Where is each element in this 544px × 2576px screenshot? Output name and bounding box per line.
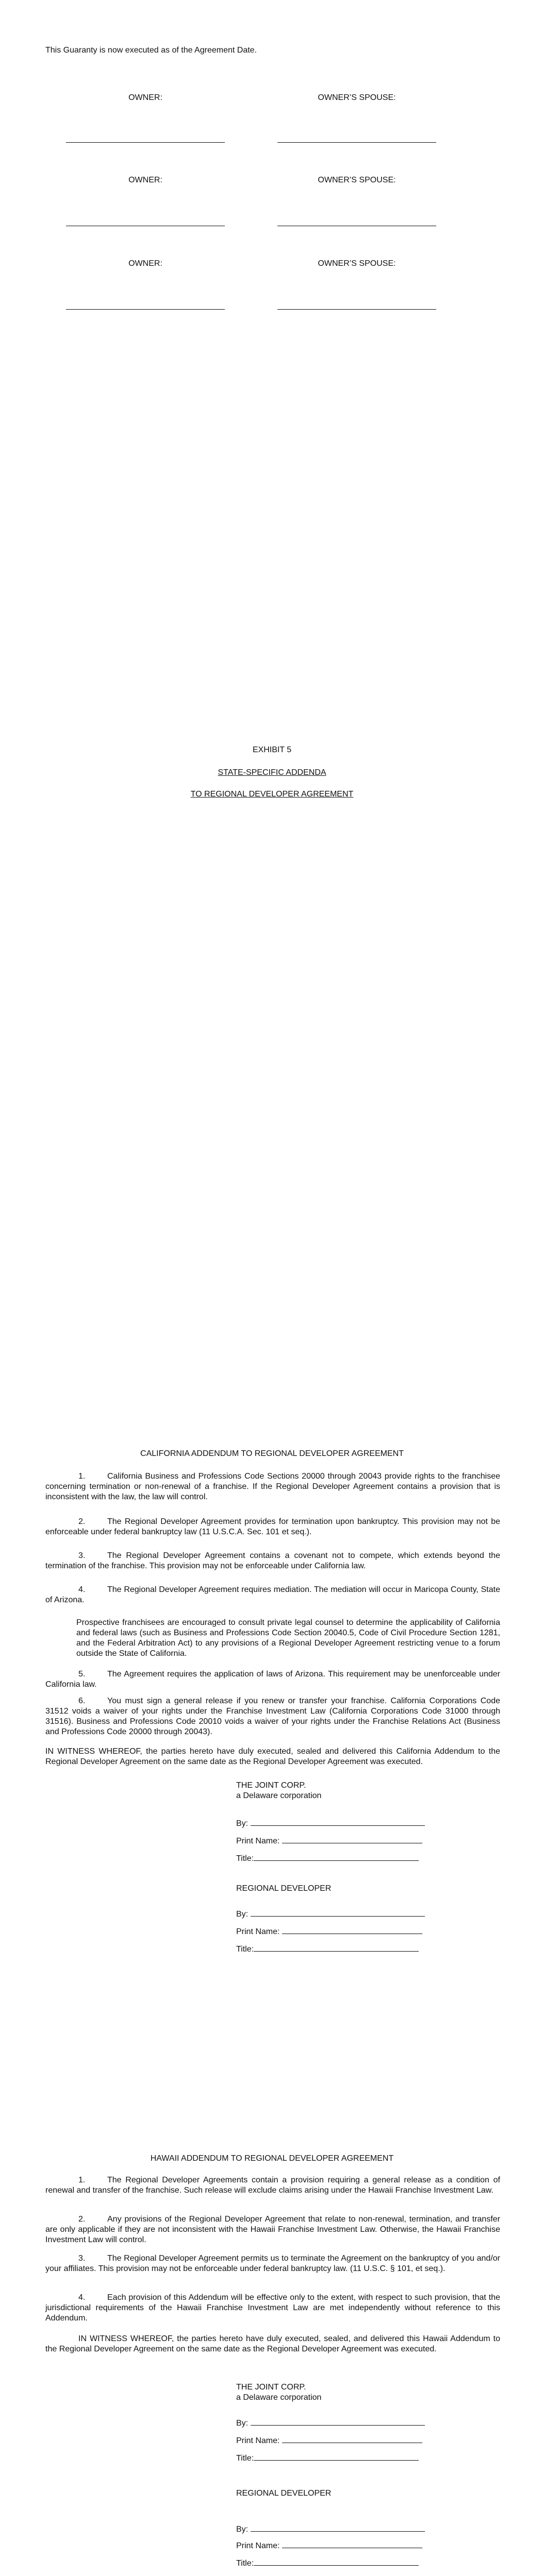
- hawaii-paragraph-3: 3. The Regional Developer Agreement permits us to terminate the Agreement on the bankruptcy of you and/or your affiliates. This provision may not be enforceable under federal bankruptcy law. (11 U.S.C. § 101, et seq.).: [45, 2254, 500, 2274]
- paragraph-number: 1.: [78, 2176, 86, 2184]
- owner-label: OWNER:: [128, 259, 162, 268]
- signature-line: [254, 2454, 419, 2461]
- paragraph-number: 2.: [78, 1517, 86, 1526]
- regional-developer-label: REGIONAL DEVELOPER: [236, 2489, 332, 2498]
- california-paragraph-2: 2. The Regional Developer Agreement provides for termination upon bankruptcy. This provision may not be enforceable under federal bankruptcy law (11 U.S.C.A. Sec. 101 et seq.).: [45, 1517, 500, 1537]
- guaranty-intro: This Guaranty is now executed as of the Agreement Date.: [45, 46, 257, 55]
- spouse-label: OWNER’S SPOUSE:: [318, 176, 396, 184]
- spouse-signature-line: [277, 142, 436, 143]
- signature-line: [254, 1945, 419, 1952]
- signature-line: [254, 1854, 419, 1861]
- signature-line: [251, 1910, 425, 1917]
- regional-developer-label: REGIONAL DEVELOPER: [236, 1884, 332, 1893]
- title-field: Title:: [236, 2453, 419, 2464]
- hawaii-witness: IN WITNESS WHEREOF, the parties hereto have duly executed, sealed, and delivered this Hawaii Addendum to the Regional Developer Agreement on the same date as the Regional Developer Agreement was executed.: [45, 2334, 500, 2354]
- by-field: By:: [236, 1819, 425, 1829]
- corp-type: a Delaware corporation: [236, 2393, 322, 2402]
- print-name-field: Print Name:: [236, 2541, 422, 2551]
- signature-line: [282, 2541, 422, 2548]
- paragraph-number: 6.: [78, 1697, 86, 1705]
- title-field: Title:: [236, 1944, 419, 1955]
- paragraph-number: 5.: [78, 1670, 86, 1679]
- signature-line: [282, 2436, 422, 2443]
- hawaii-heading: HAWAII ADDENDUM TO REGIONAL DEVELOPER AGREEMENT: [150, 2154, 394, 2163]
- signature-line: [251, 2419, 425, 2426]
- california-witness: IN WITNESS WHEREOF, the parties hereto have duly executed, sealed and delivered this California Addendum to the Regional Developer Agreement on the same date as the Regional Developer Agreement was executed.: [45, 1747, 500, 1767]
- california-heading: CALIFORNIA ADDENDUM TO REGIONAL DEVELOPER AGREEMENT: [140, 1449, 404, 1458]
- spouse-label: OWNER’S SPOUSE:: [318, 259, 396, 268]
- california-paragraph-4: 4. The Regional Developer Agreement requires mediation. The mediation will occur in Maricopa County, State of Arizona.: [45, 1585, 500, 1605]
- corp-name: THE JOINT CORP.: [236, 2383, 306, 2392]
- paragraph-number: 2.: [78, 2215, 86, 2224]
- print-name-field: Print Name:: [236, 2436, 422, 2446]
- exhibit-title: STATE-SPECIFIC ADDENDA: [218, 768, 326, 777]
- corp-name: THE JOINT CORP.: [236, 1781, 306, 1790]
- by-field: By:: [236, 2418, 425, 2429]
- paragraph-number: 1.: [78, 1472, 86, 1481]
- signature-line: [251, 1819, 425, 1826]
- corp-type: a Delaware corporation: [236, 1791, 322, 1800]
- title-field: Title:: [236, 1854, 419, 1864]
- owner-label: OWNER:: [128, 176, 162, 184]
- hawaii-paragraph-1: 1. The Regional Developer Agreements contain a provision requiring a general release as a condition of renewal and transfer of the franchise. Such release will exclude claims arising under the Hawaii Franchise Investment Law.: [45, 2176, 500, 2195]
- signature-line: [254, 2559, 419, 2566]
- california-paragraph-1: 1. California Business and Professions Code Sections 20000 through 20043 provide rights to the franchisee concerning termination or non-renewal of a franchise. If the Regional Developer Agreement contains a provision that is inconsistent with the law, the law will control.: [45, 1472, 500, 1502]
- signature-line: [251, 2525, 425, 2532]
- paragraph-number: 3.: [78, 2254, 86, 2263]
- print-name-field: Print Name:: [236, 1836, 422, 1846]
- california-paragraph-4b: Prospective franchisees are encouraged to consult private legal counsel to determine the applicability of California and federal laws (such as Business and Professions Code Section 20040.5, Code of Civil Procedure Section 1281, and the Federal Arbitration Act) to any provisions of a Regional Developer Agreement restricting venue to a forum outside the State of California.: [76, 1618, 500, 1658]
- exhibit-subtitle: TO REGIONAL DEVELOPER AGREEMENT: [190, 790, 354, 799]
- print-name-field: Print Name:: [236, 1927, 422, 1937]
- hawaii-paragraph-4: 4. Each provision of this Addendum will be effective only to the extent, with respect to such provision, that the jurisdictional requirements of the Hawaii Franchise Investment Law are met independently without reference to this Addendum.: [45, 2293, 500, 2323]
- by-field: By:: [236, 1909, 425, 1920]
- signature-line: [282, 1927, 422, 1934]
- by-field: By:: [236, 2524, 425, 2535]
- paragraph-number: 4.: [78, 2293, 86, 2302]
- owner-signature-line: [66, 142, 225, 143]
- spouse-label: OWNER’S SPOUSE:: [318, 93, 396, 102]
- california-paragraph-3: 3. The Regional Developer Agreement contains a covenant not to compete, which extends beyond the termination of the franchise. This provision may not be enforceable under California law.: [45, 1551, 500, 1571]
- signature-line: [282, 1837, 422, 1843]
- california-paragraph-5: 5. The Agreement requires the application of laws of Arizona. This requirement may be unenforceable under California law.: [45, 1670, 500, 1689]
- owner-label: OWNER:: [128, 93, 162, 102]
- owner-signature-line: [66, 309, 225, 310]
- exhibit-number: EXHIBIT 5: [252, 745, 292, 754]
- exhibit-subtitle-wrap: [0, 789, 544, 800]
- paragraph-number: 3.: [78, 1551, 86, 1560]
- title-field: Title:: [236, 2558, 419, 2569]
- paragraph-number: 4.: [78, 1585, 86, 1594]
- hawaii-paragraph-2: 2. Any provisions of the Regional Developer Agreement that relate to non-renewal, termination, and transfer are only applicable if they are not inconsistent with the Hawaii Franchise Investment Law. Otherwise, the Hawaii Franchise Investment Law will control.: [45, 2215, 500, 2245]
- exhibit-title-wrap: [0, 768, 544, 778]
- california-paragraph-6: 6. You must sign a general release if you renew or transfer your franchise. California Corporations Code 31512 voids a waiver of your rights under the Franchise Investment Law (California Corporations Code 31000 through 31516). Business and Professions Code 20010 voids a waiver of your rights under the Franchise Relations Act (Business and Professions Code 20000 through 20043).: [45, 1697, 500, 1737]
- spouse-signature-line: [277, 309, 436, 310]
